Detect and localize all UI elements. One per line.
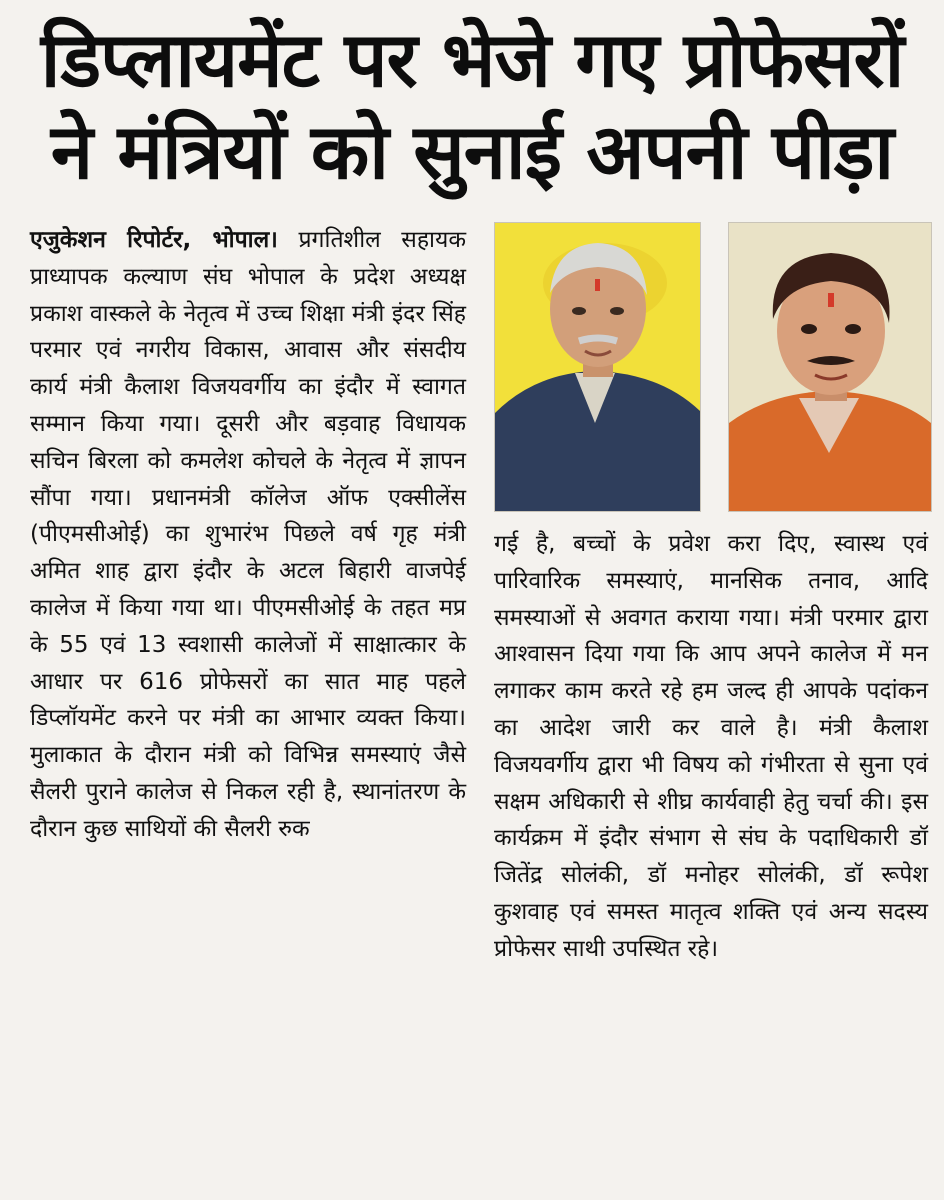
article-column-left xyxy=(30,222,466,848)
portrait-photo-2 xyxy=(728,222,932,512)
portrait-photo-1 xyxy=(494,222,701,512)
dateline: एजुकेशन रिपोर्टर, भोपाल। xyxy=(30,227,278,253)
article-column-right xyxy=(494,526,928,968)
article-body-left xyxy=(30,222,466,848)
portrait-photo-icon xyxy=(495,223,700,511)
headline-line-2: ने मंत्रियों को सुनाई अपनी पीड़ा xyxy=(50,107,894,196)
photo-row xyxy=(494,222,934,512)
headline-line-1: डिप्लायमेंट पर भेजे गए प्रोफेसरों xyxy=(40,15,904,104)
headline xyxy=(14,14,930,198)
body-text-right: गई है, बच्चों के प्रवेश करा दिए, स्वास्थ एवं पारिवारिक समस्याएं, मानसिक तनाव, आदि समस्याओं से अवगत कराया गया। मंत्री परमार द्वारा आश्वासन दिया गया कि आप अपने कालेज में मन लगाकर काम करते रहे हम जल्द ही आपके पदांकन का आदेश जारी कर वाले है। मंत्री कैलाश विजयवर्गीय द्वारा भी विषय को गंभीरता से सुना एवं सक्षम अधिकारी से शीघ्र कार्यवाही हेतु चर्चा की। इस कार्यक्रम में इंदौर संभाग से संघ के पदाधिकारी डॉ जितेंद्र सोलंकी, डॉ मनोहर सोलंकी, डॉ रूपेश कुशवाह एवं समस्त मातृत्व शक्ति एवं अन्य सदस्य प्रोफेसर साथी उपस्थित रहे। xyxy=(494,531,928,962)
portrait-photo-icon xyxy=(729,223,931,511)
body-text-left: प्रगतिशील सहायक प्राध्यापक कल्याण संघ भोपाल के प्रदेश अध्यक्ष प्रकाश वास्कले के नेतृत्व में उच्च शिक्षा मंत्री इंदर सिंह परमार एवं नगरीय विकास, आवास और संसदीय कार्य मंत्री कैलाश विजयवर्गीय का इंदौर में स्वागत सम्मान किया गया। दूसरी और बड़वाह विधायक सचिन बिरला को कमलेश कोचले के नेतृत्व में ज्ञापन सौंपा गया। प्रधानमंत्री कॉलेज ऑफ एक्सीलेंस (पीएमसीओई) का शुभारंभ पिछले वर्ष गृह मंत्री अमित शाह द्वारा इंदौर के अटल बिहारी वाजपेई कालेज में किया गया था। पीएमसीओई के तहत मप्र के 55 एवं 13 स्वशासी कालेजों में साक्षात्कार के आधार पर 616 प्रोफेसरों का सात माह पहले डिप्लॉयमेंट करने पर मंत्री का आभार व्यक्त किया। मुलाकात के दौरान मंत्री को विभिन्न समस्याएं जैसे सैलरी पुराने कालेज से निकल रही है, स्थानांतरण के दौरान कुछ साथियों की सैलरी रुक xyxy=(30,227,467,842)
